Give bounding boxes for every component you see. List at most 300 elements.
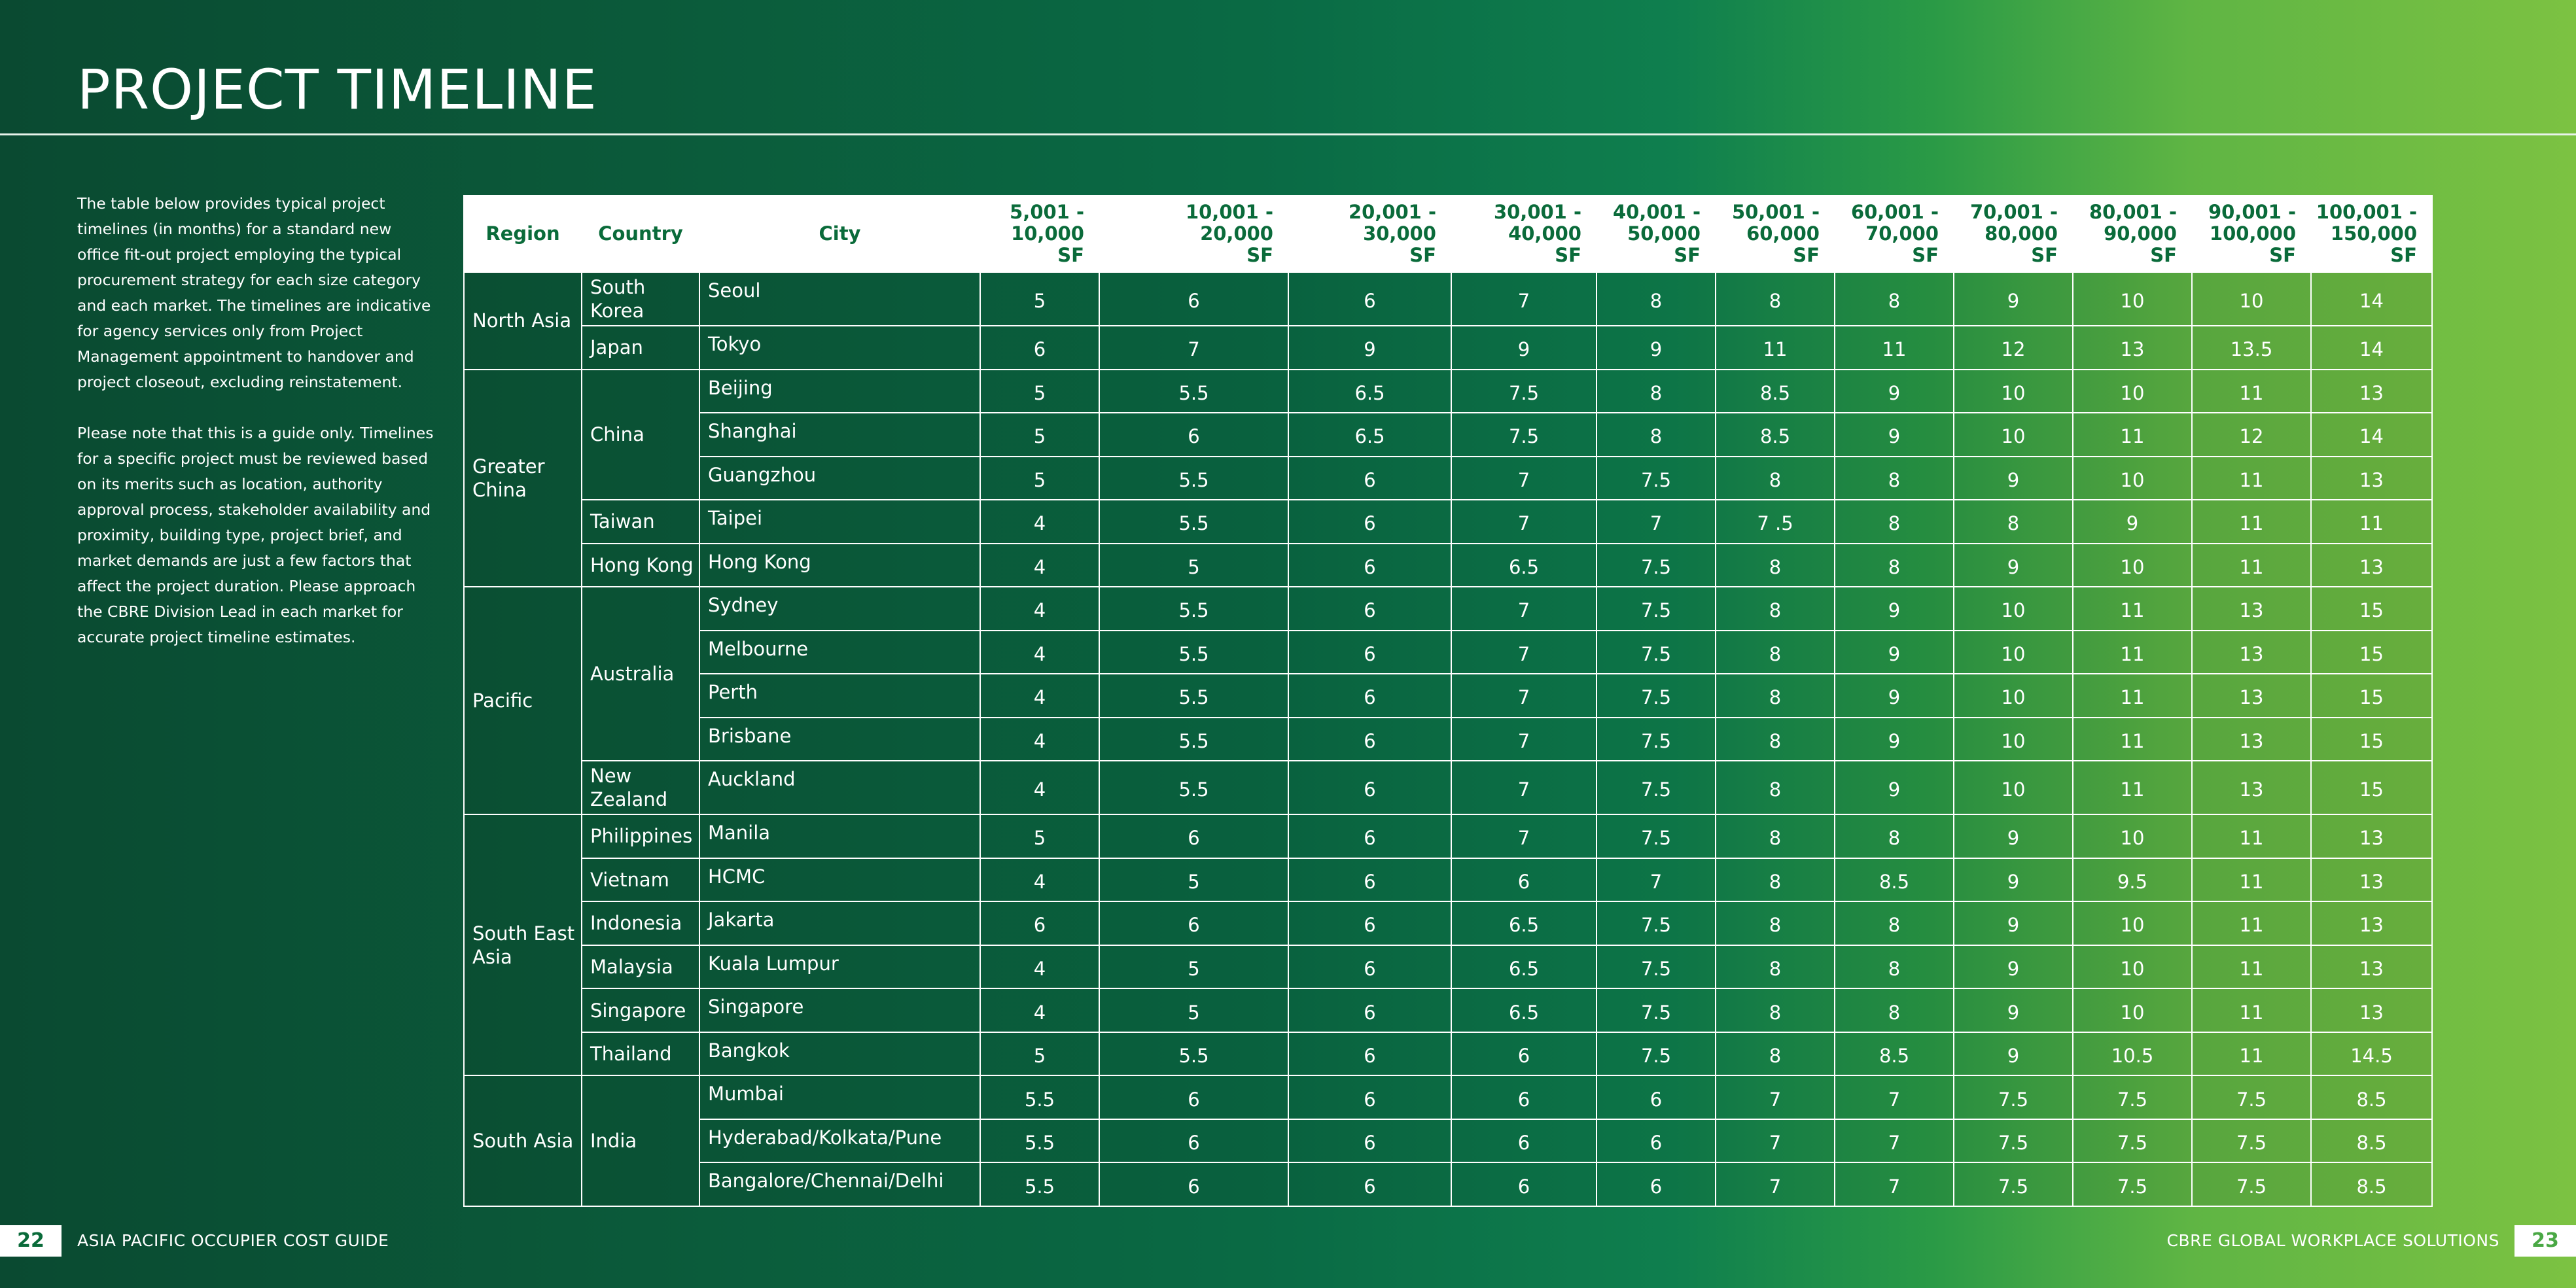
column-header-line: 10,000 — [1011, 222, 1084, 245]
city-cell: Singapore — [699, 988, 980, 1032]
column-header-line: 70,001 - — [1969, 201, 2058, 223]
timeline-value-cell: 7 — [1716, 1075, 1835, 1119]
timeline-value-cell: 4 — [980, 718, 1099, 761]
city-cell: HCMC — [699, 858, 980, 902]
intro-paragraph: The table below provides typical project timelines (in months) for a standard new office fit-out project employing the typical procurement strategy for each size category and each market. The timelines are indicative for agency services only from Project Management appointment to handover and project closeout, excluding reinstatement. — [77, 194, 431, 391]
column-header-line: SF — [1912, 244, 1939, 266]
table-row — [464, 761, 2432, 814]
country-cell: Singapore — [582, 988, 699, 1032]
country-cell: Thailand — [582, 1032, 699, 1076]
column-header-line: SF — [1057, 244, 1084, 266]
city-cell: Seoul — [699, 272, 980, 326]
table-row — [464, 1162, 2432, 1206]
country-cell: India — [582, 1075, 699, 1206]
timeline-value-cell: 9 — [1954, 945, 2073, 989]
region-cell: South Asia — [464, 1075, 582, 1206]
timeline-value-cell: 7 — [1597, 858, 1716, 902]
timeline-value-cell: 12 — [1954, 326, 2073, 370]
timeline-value-cell: 13 — [2192, 761, 2311, 814]
timeline-value-cell: 10 — [2073, 544, 2192, 587]
timeline-value-cell: 14.5 — [2311, 1032, 2432, 1076]
country-cell: New Zealand — [582, 761, 699, 814]
table-row — [464, 457, 2432, 500]
timeline-value-cell: 6 — [1451, 1162, 1597, 1206]
column-header-line: SF — [2031, 244, 2058, 266]
table-row — [464, 1119, 2432, 1163]
timeline-value-cell: 5 — [1099, 858, 1288, 902]
region-cell: Pacific — [464, 587, 582, 814]
timeline-value-cell: 15 — [2311, 587, 2432, 631]
timeline-value-cell: 10 — [2073, 945, 2192, 989]
region-cell: South East Asia — [464, 814, 582, 1075]
timeline-value-cell: 5 — [980, 413, 1099, 457]
timeline-value-cell: 5 — [980, 1032, 1099, 1076]
timeline-value-cell: 11 — [1716, 326, 1835, 370]
timeline-value-cell: 11 — [2192, 901, 2311, 945]
timeline-value-cell: 6.5 — [1288, 413, 1451, 457]
timeline-value-cell: 6 — [1099, 1119, 1288, 1163]
timeline-value-cell: 5.5 — [1099, 457, 1288, 500]
timeline-value-cell: 8 — [1716, 544, 1835, 587]
timeline-value-cell: 6.5 — [1451, 544, 1597, 587]
timeline-value-cell: 11 — [1835, 326, 1954, 370]
city-cell: Mumbai — [699, 1075, 980, 1119]
timeline-value-cell: 6 — [980, 326, 1099, 370]
timeline-value-cell: 5.5 — [1099, 761, 1288, 814]
city-cell: Bangkok — [699, 1032, 980, 1076]
table-row — [464, 326, 2432, 370]
timeline-value-cell: 6 — [1288, 761, 1451, 814]
timeline-value-cell: 6 — [1288, 457, 1451, 500]
timeline-value-cell: 7 .5 — [1716, 500, 1835, 544]
column-header-line: 90,000 — [2104, 222, 2177, 245]
timeline-value-cell: 9 — [1835, 674, 1954, 718]
timeline-value-cell: 4 — [980, 858, 1099, 902]
timeline-value-cell: 5.5 — [1099, 500, 1288, 544]
column-header-line: SF — [1793, 244, 1820, 266]
timeline-value-cell: 7 — [1597, 500, 1716, 544]
timeline-value-cell: 13 — [2311, 370, 2432, 413]
timeline-value-cell: 10 — [1954, 718, 2073, 761]
timeline-value-cell: 10 — [1954, 413, 2073, 457]
intro-paragraph: Please note that this is a guide only. Timelines for a specific project must be reviewed based on its merits such as location, authority approval process, stakeholder availability and proximity, building type, project brief, and market demands are just a few factors that affect the project duration. Please approach the CBRE Division Lead in each market for accurate project timeline estimates. — [77, 424, 434, 646]
timeline-value-cell: 10 — [2073, 370, 2192, 413]
column-header-line: SF — [1409, 244, 1436, 266]
title-divider — [0, 133, 2576, 135]
table-row — [464, 945, 2432, 989]
column-header-line: 40,001 - — [1612, 201, 1701, 223]
country-cell: Taiwan — [582, 500, 699, 544]
timeline-value-cell: 6.5 — [1288, 370, 1451, 413]
timeline-value-cell: 6 — [1451, 1032, 1597, 1076]
column-header-line: 80,001 - — [2089, 201, 2177, 223]
column-header-line: 30,001 - — [1493, 201, 1581, 223]
column-header — [2192, 196, 2311, 272]
timeline-value-cell: 8 — [1954, 500, 2073, 544]
column-header-line: 50,001 - — [1731, 201, 1820, 223]
timeline-value-cell: 7 — [1451, 814, 1597, 858]
timeline-value-cell: 6 — [1288, 500, 1451, 544]
city-cell: Melbourne — [699, 631, 980, 674]
table-row — [464, 674, 2432, 718]
timeline-value-cell: 8 — [1835, 457, 1954, 500]
timeline-value-cell: 9 — [1954, 544, 2073, 587]
timeline-value-cell: 6 — [1288, 814, 1451, 858]
timeline-value-cell: 9 — [1835, 587, 1954, 631]
column-header-line: City — [819, 222, 861, 245]
timeline-value-cell: 4 — [980, 500, 1099, 544]
timeline-value-cell: 13 — [2073, 326, 2192, 370]
timeline-value-cell: 13 — [2311, 457, 2432, 500]
country-cell: Malaysia — [582, 945, 699, 989]
timeline-value-cell: 7.5 — [2073, 1119, 2192, 1163]
timeline-value-cell: 11 — [2192, 500, 2311, 544]
timeline-value-cell: 8 — [1597, 370, 1716, 413]
timeline-value-cell: 6.5 — [1451, 901, 1597, 945]
timeline-value-cell: 11 — [2192, 457, 2311, 500]
timeline-value-cell: 8 — [1597, 413, 1716, 457]
column-header-line: 70,000 — [1865, 222, 1939, 245]
timeline-value-cell: 7 — [1835, 1162, 1954, 1206]
timeline-value-cell: 6 — [1451, 1075, 1597, 1119]
timeline-value-cell: 5 — [1099, 544, 1288, 587]
timeline-value-cell: 8.5 — [1716, 413, 1835, 457]
timeline-value-cell: 11 — [2073, 413, 2192, 457]
timeline-value-cell: 6 — [1099, 1162, 1288, 1206]
column-header-line: 20,000 — [1200, 222, 1273, 245]
table-body — [464, 272, 2432, 1206]
column-header-line: Region — [485, 222, 560, 245]
timeline-value-cell: 14 — [2311, 413, 2432, 457]
timeline-value-cell: 7.5 — [1597, 901, 1716, 945]
timeline-value-cell: 11 — [2192, 945, 2311, 989]
column-header-line: 90,001 - — [2208, 201, 2296, 223]
timeline-value-cell: 7 — [1451, 272, 1597, 326]
timeline-value-cell: 10.5 — [2073, 1032, 2192, 1076]
timeline-value-cell: 13 — [2192, 718, 2311, 761]
column-header-line: 100,000 — [2209, 222, 2296, 245]
timeline-value-cell: 7 — [1716, 1119, 1835, 1163]
timeline-value-cell: 11 — [2192, 370, 2311, 413]
timeline-value-cell: 6 — [1288, 587, 1451, 631]
timeline-value-cell: 6 — [1288, 901, 1451, 945]
table-row — [464, 370, 2432, 413]
table-row — [464, 858, 2432, 902]
timeline-value-cell: 13 — [2311, 814, 2432, 858]
timeline-value-cell: 13 — [2311, 858, 2432, 902]
column-header-line: 5,001 - — [1010, 201, 1084, 223]
project-timeline-table — [463, 195, 2433, 1207]
timeline-value-cell: 6 — [1099, 814, 1288, 858]
timeline-value-cell: 13 — [2311, 544, 2432, 587]
timeline-value-cell: 7.5 — [2192, 1075, 2311, 1119]
timeline-value-cell: 7.5 — [1954, 1075, 2073, 1119]
timeline-value-cell: 7.5 — [1597, 814, 1716, 858]
column-header-line: SF — [1674, 244, 1701, 266]
timeline-value-cell: 7 — [1451, 587, 1597, 631]
city-cell: Hong Kong — [699, 544, 980, 587]
column-header — [2073, 196, 2192, 272]
timeline-value-cell: 8 — [1716, 1032, 1835, 1076]
column-header — [2311, 196, 2432, 272]
city-cell: Hyderabad/Kolkata/Pune — [699, 1119, 980, 1163]
timeline-value-cell: 6 — [1288, 945, 1451, 989]
timeline-value-cell: 7.5 — [1597, 587, 1716, 631]
timeline-value-cell: 8.5 — [1716, 370, 1835, 413]
timeline-value-cell: 6 — [1288, 631, 1451, 674]
column-header — [464, 196, 582, 272]
region-cell: North Asia — [464, 272, 582, 370]
city-cell: Manila — [699, 814, 980, 858]
country-cell: China — [582, 370, 699, 500]
timeline-value-cell: 8 — [1716, 858, 1835, 902]
timeline-value-cell: 13 — [2311, 945, 2432, 989]
timeline-value-cell: 10 — [1954, 587, 2073, 631]
timeline-value-cell: 8 — [1716, 814, 1835, 858]
timeline-value-cell: 4 — [980, 631, 1099, 674]
timeline-value-cell: 7.5 — [1597, 718, 1716, 761]
page-number-right: 23 — [2514, 1225, 2576, 1257]
city-cell: Beijing — [699, 370, 980, 413]
timeline-value-cell: 7.5 — [1954, 1119, 2073, 1163]
country-cell: Vietnam — [582, 858, 699, 902]
column-header-line: SF — [2390, 244, 2417, 266]
timeline-value-cell: 14 — [2311, 326, 2432, 370]
timeline-value-cell: 7 — [1451, 674, 1597, 718]
timeline-value-cell: 9 — [1835, 413, 1954, 457]
timeline-value-cell: 7 — [1835, 1075, 1954, 1119]
timeline-value-cell: 11 — [2311, 500, 2432, 544]
table-row — [464, 1032, 2432, 1076]
table-row — [464, 1075, 2432, 1119]
timeline-value-cell: 7.5 — [1597, 761, 1716, 814]
timeline-value-cell: 9 — [1597, 326, 1716, 370]
timeline-value-cell: 9 — [2073, 500, 2192, 544]
timeline-value-cell: 5 — [980, 272, 1099, 326]
timeline-value-cell: 9 — [1835, 761, 1954, 814]
table-row — [464, 814, 2432, 858]
column-header — [1597, 196, 1716, 272]
timeline-value-cell: 10 — [2073, 814, 2192, 858]
timeline-value-cell: 8 — [1835, 272, 1954, 326]
timeline-value-cell: 7.5 — [1597, 988, 1716, 1032]
column-header — [1288, 196, 1451, 272]
country-cell: Australia — [582, 587, 699, 761]
timeline-value-cell: 6.5 — [1451, 988, 1597, 1032]
timeline-value-cell: 7.5 — [2192, 1119, 2311, 1163]
timeline-value-cell: 7.5 — [1597, 631, 1716, 674]
timeline-value-cell: 9 — [1954, 457, 2073, 500]
timeline-value-cell: 6 — [1597, 1162, 1716, 1206]
column-header-line: 50,000 — [1627, 222, 1701, 245]
timeline-value-cell: 8 — [1835, 988, 1954, 1032]
timeline-value-cell: 6.5 — [1451, 945, 1597, 989]
column-header-line: 30,000 — [1363, 222, 1436, 245]
timeline-value-cell: 4 — [980, 587, 1099, 631]
timeline-value-cell: 7 — [1451, 631, 1597, 674]
timeline-value-cell: 11 — [2073, 674, 2192, 718]
timeline-value-cell: 7.5 — [1451, 413, 1597, 457]
timeline-value-cell: 9.5 — [2073, 858, 2192, 902]
city-cell: Auckland — [699, 761, 980, 814]
timeline-value-cell: 8 — [1716, 988, 1835, 1032]
timeline-value-cell: 9 — [1288, 326, 1451, 370]
timeline-value-cell: 8 — [1835, 544, 1954, 587]
column-header — [699, 196, 980, 272]
timeline-value-cell: 6 — [1288, 272, 1451, 326]
timeline-value-cell: 4 — [980, 544, 1099, 587]
timeline-value-cell: 6 — [1099, 901, 1288, 945]
timeline-value-cell: 8 — [1716, 901, 1835, 945]
timeline-value-cell: 6 — [1288, 988, 1451, 1032]
table-row — [464, 631, 2432, 674]
page-number-left: 22 — [0, 1225, 62, 1257]
timeline-value-cell: 5.5 — [1099, 1032, 1288, 1076]
timeline-value-cell: 6 — [1451, 858, 1597, 902]
city-cell: Guangzhou — [699, 457, 980, 500]
timeline-value-cell: 9 — [1835, 631, 1954, 674]
timeline-value-cell: 9 — [1954, 272, 2073, 326]
timeline-value-cell: 5 — [1099, 945, 1288, 989]
timeline-value-cell: 6 — [1099, 1075, 1288, 1119]
timeline-value-cell: 8.5 — [1835, 858, 1954, 902]
timeline-value-cell: 6 — [1099, 413, 1288, 457]
column-header — [582, 196, 699, 272]
table-row — [464, 718, 2432, 761]
timeline-value-cell: 15 — [2311, 631, 2432, 674]
timeline-value-cell: 5.5 — [1099, 674, 1288, 718]
country-cell: Japan — [582, 326, 699, 370]
timeline-value-cell: 11 — [2073, 718, 2192, 761]
timeline-value-cell: 6 — [1288, 718, 1451, 761]
timeline-value-cell: 10 — [2073, 988, 2192, 1032]
column-header-line: 20,001 - — [1348, 201, 1436, 223]
table-row — [464, 587, 2432, 631]
column-header-line: 10,001 - — [1185, 201, 1273, 223]
timeline-value-cell: 8 — [1597, 272, 1716, 326]
timeline-value-cell: 6 — [1288, 544, 1451, 587]
column-header — [1716, 196, 1835, 272]
timeline-value-cell: 5.5 — [1099, 718, 1288, 761]
timeline-value-cell: 8.5 — [2311, 1075, 2432, 1119]
column-header-line: Country — [598, 222, 683, 245]
city-cell: Sydney — [699, 587, 980, 631]
timeline-value-cell: 8 — [1716, 587, 1835, 631]
timeline-value-cell: 9 — [1954, 901, 2073, 945]
timeline-value-cell: 11 — [2192, 988, 2311, 1032]
timeline-value-cell: 5.5 — [1099, 370, 1288, 413]
table-row — [464, 901, 2432, 945]
timeline-value-cell: 7.5 — [2073, 1075, 2192, 1119]
footer-division-title: CBRE GLOBAL WORKPLACE SOLUTIONS — [2166, 1231, 2499, 1250]
timeline-value-cell: 8 — [1716, 718, 1835, 761]
timeline-value-cell: 5 — [980, 370, 1099, 413]
timeline-value-cell: 6 — [1288, 1075, 1451, 1119]
timeline-value-cell: 7 — [1099, 326, 1288, 370]
timeline-value-cell: 8 — [1716, 674, 1835, 718]
city-cell: Brisbane — [699, 718, 980, 761]
timeline-value-cell: 7 — [1451, 500, 1597, 544]
timeline-value-cell: 5.5 — [980, 1075, 1099, 1119]
timeline-value-cell: 9 — [1954, 1032, 2073, 1076]
column-header-line: SF — [1246, 244, 1273, 266]
column-header — [1835, 196, 1954, 272]
timeline-value-cell: 7.5 — [1954, 1162, 2073, 1206]
region-cell: Greater China — [464, 370, 582, 587]
timeline-value-cell: 8 — [1835, 901, 1954, 945]
timeline-value-cell: 7.5 — [1597, 544, 1716, 587]
footer-publication-title: ASIA PACIFIC OCCUPIER COST GUIDE — [77, 1231, 389, 1250]
timeline-value-cell: 5.5 — [980, 1162, 1099, 1206]
city-cell: Bangalore/Chennai/Delhi — [699, 1162, 980, 1206]
timeline-value-cell: 11 — [2073, 761, 2192, 814]
timeline-value-cell: 10 — [1954, 631, 2073, 674]
country-cell: Indonesia — [582, 901, 699, 945]
timeline-value-cell: 15 — [2311, 718, 2432, 761]
timeline-value-cell: 11 — [2073, 631, 2192, 674]
country-cell: Philippines — [582, 814, 699, 858]
timeline-value-cell: 5 — [980, 814, 1099, 858]
timeline-value-cell: 7.5 — [2192, 1162, 2311, 1206]
timeline-value-cell: 8 — [1835, 500, 1954, 544]
country-cell: South Korea — [582, 272, 699, 326]
table-header-row — [464, 196, 2432, 272]
timeline-value-cell: 13 — [2311, 988, 2432, 1032]
timeline-value-cell: 6 — [1099, 272, 1288, 326]
timeline-value-cell: 8 — [1716, 272, 1835, 326]
column-header-line: 100,001 - — [2316, 201, 2417, 223]
timeline-value-cell: 6 — [1288, 674, 1451, 718]
city-cell: Tokyo — [699, 326, 980, 370]
timeline-value-cell: 14 — [2311, 272, 2432, 326]
column-header — [980, 196, 1099, 272]
timeline-value-cell: 10 — [2073, 457, 2192, 500]
timeline-value-cell: 7.5 — [1597, 1032, 1716, 1076]
timeline-value-cell: 11 — [2073, 587, 2192, 631]
timeline-value-cell: 7.5 — [2073, 1162, 2192, 1206]
timeline-value-cell: 4 — [980, 674, 1099, 718]
timeline-value-cell: 6 — [1288, 1162, 1451, 1206]
timeline-value-cell: 4 — [980, 761, 1099, 814]
timeline-value-cell: 10 — [2073, 901, 2192, 945]
timeline-value-cell: 8 — [1716, 457, 1835, 500]
city-cell: Kuala Lumpur — [699, 945, 980, 989]
timeline-value-cell: 8.5 — [2311, 1119, 2432, 1163]
timeline-value-cell: 9 — [1835, 370, 1954, 413]
timeline-value-cell: 8.5 — [2311, 1162, 2432, 1206]
city-cell: Jakarta — [699, 901, 980, 945]
timeline-value-cell: 11 — [2192, 814, 2311, 858]
timeline-value-cell: 5.5 — [1099, 587, 1288, 631]
city-cell: Shanghai — [699, 413, 980, 457]
timeline-value-cell: 8.5 — [1835, 1032, 1954, 1076]
table-row — [464, 272, 2432, 326]
timeline-value-cell: 13 — [2192, 674, 2311, 718]
timeline-value-cell: 8 — [1835, 945, 1954, 989]
timeline-value-cell: 8 — [1716, 761, 1835, 814]
timeline-value-cell: 12 — [2192, 413, 2311, 457]
timeline-value-cell: 7.5 — [1597, 457, 1716, 500]
column-header-line: 40,000 — [1508, 222, 1581, 245]
timeline-value-cell: 7 — [1835, 1119, 1954, 1163]
timeline-value-cell: 6 — [1597, 1075, 1716, 1119]
timeline-value-cell: 5 — [1099, 988, 1288, 1032]
column-header-line: 60,001 - — [1850, 201, 1939, 223]
timeline-value-cell: 6 — [1288, 1032, 1451, 1076]
timeline-value-cell: 9 — [1954, 988, 2073, 1032]
timeline-value-cell: 9 — [1451, 326, 1597, 370]
timeline-value-cell: 9 — [1835, 718, 1954, 761]
